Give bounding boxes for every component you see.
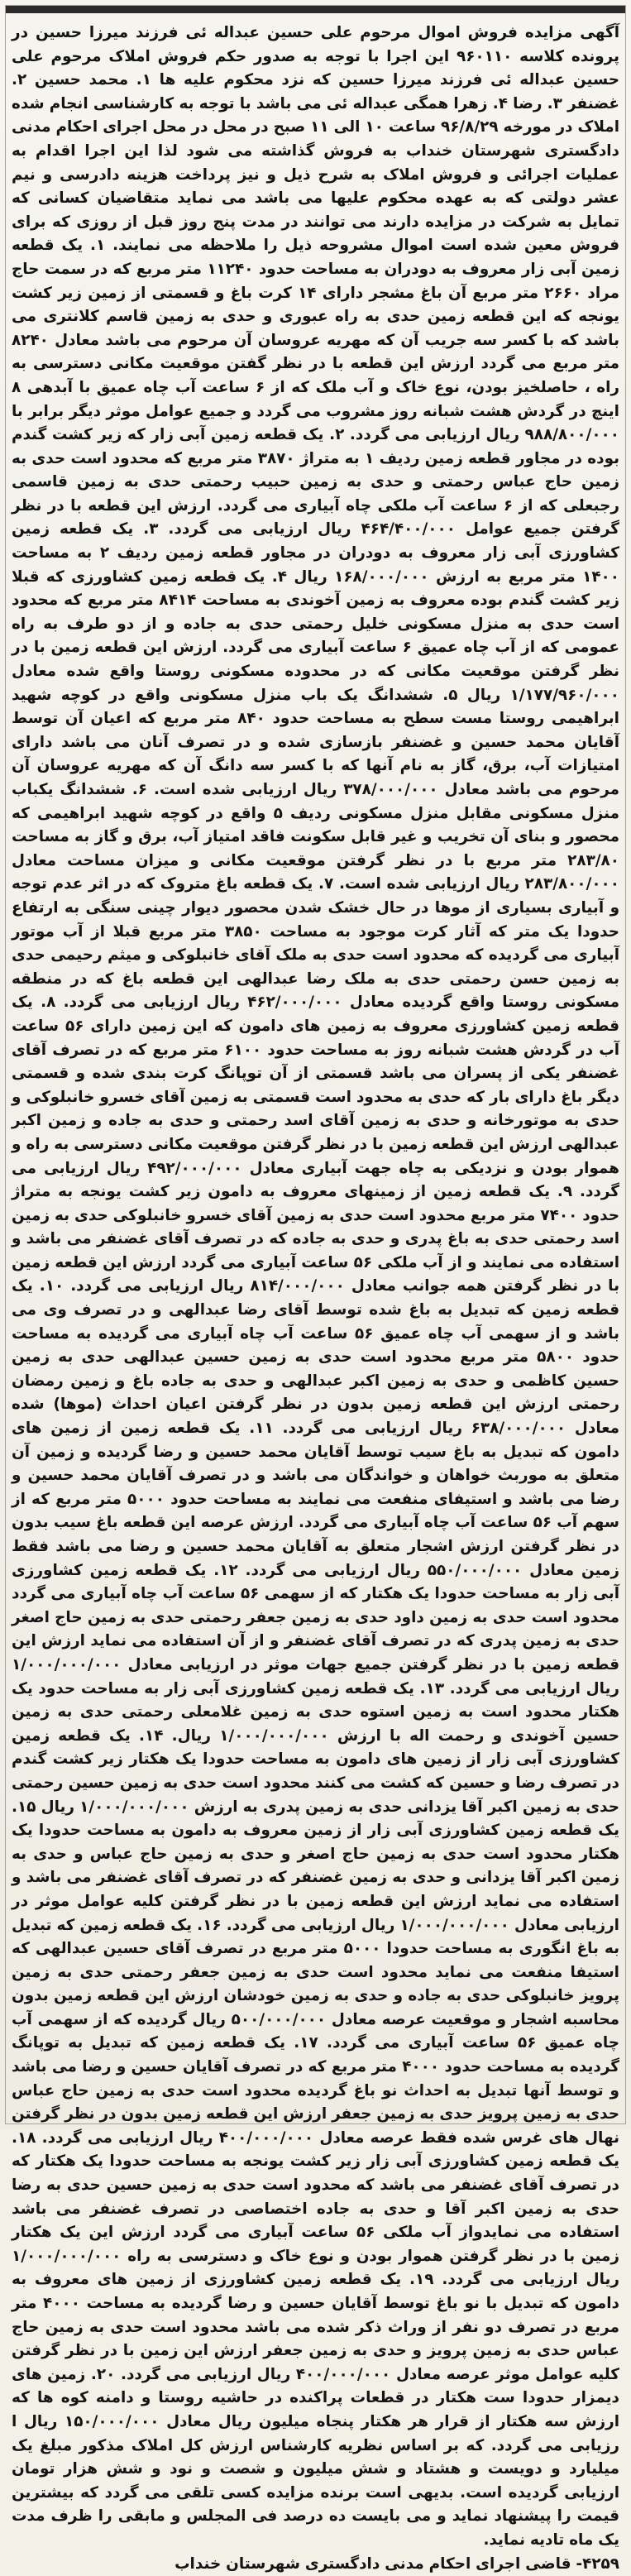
notice-title: آگهی مزایده فروش اموال مرحوم علی حسین عبداله ئی فرزند میرزا حسین	[35, 24, 620, 41]
notice-body: در پرونده کلاسه ۹۶۰۱۱۰ این اجرا با توجه به صدور حکم فروش املاک مرحوم علی حسین عبداله ئی فرزند میرزا حسین که نزد محکوم علیه ها ۱. محمد حسین ۲. غضنفر ۳. رضا ۴. زهرا همگی عبداله ئی می باشد با توجه به کارشناسی انجام شده املاک در مورخه ۹۶/۸/۲۹ ساعت ۱۰ الی ۱۱ صبح در محل در محل اجرای احکام مدنی دادگستری شهرستان خنداب به فروش گذاشته می شود لذا این اجرا اقدام به عملیات اجرائی و فروش املاک به شرح ذیل و نیز پرداخت هزینه دادرسی و نیم عشر دولتی که به عهده محکوم علیها می باشد می نماید متقاضیان کسانی که تمایل به شرکت در مزایده دارند می توانند در مدت پنج روز قبل از روزی که برای فروش معین شده است اموال مشروحه ذیل را ملاحظه می نمایند. ۱. یک قطعه زمین آبی زار معروف به دودران به مساحت حدود ۱۱۲۴۰ متر مربع که در سمت حاج مراد ۲۶۶۰ متر مربع آن باغ مشجر دارای ۱۴ کرت باغ و قسمتی از زمین زیر کشت یونجه که این قطعه زمین حدی به راه عبوری و حدی به زمین قاسم کلانتری می باشد که با کسر سه جریب آن که مهریه عروسان آن مرحوم می باشد معادل ۸۲۴۰ متر مربع می گردد ارزش این قطعه با در نظر گفتن موقعیت مکانی دسترسی به راه ، حاصلخیز بودن، نوع خاک و آب ملک که از ۶ ساعت آب چاه عمیق با آبدهی ۸ اینچ در گردش هشت شبانه روز مشروب می گردد و جمیع عوامل موثر دیگر برابر با ۹۸۸/۸۰۰/۰۰۰ ریال ارزیابی می گردد. ۲. یک قطعه زمین آبی زار که زیر کشت گندم بوده در مجاور قطعه زمین ردیف ۱ به متراژ ۳۸۷۰ متر مربع که محدود است حدی به زمین حاج عباس رحمتی و حدی به زمین حبیب رحمتی حدی به زمین قاسمی رجبعلی که از ۶ ساعت آب ملکی چاه آبیاری می گردد. ارزش این قطعه با در نظر گرفتن جمیع عوامل ۴۶۴/۴۰۰/۰۰۰ ریال ارزیابی می گردد. ۳. یک قطعه زمین کشاورزی آبی زار معروف به دودران در مجاور قطعه زمین ردیف ۲ به مساحت ۱۴۰۰ متر مربع به ارزش ۱۶۸/۰۰۰/۰۰۰ ریال ۴. یک قطعه زمین کشاورزی که قبلا زیر کشت گندم بوده معروف به زمین آخوندی به مساحت ۸۴۱۴ متر مربع که محدود است حدی به منزل مسکونی خلیل رحمتی حدی به جاده و از دو طرف به راه عمومی که از آب چاه عمیق ۶ ساعت آبیاری می گردد. ارزش این قطعه زمین با در نظر گرفتن موقعیت مکانی که در محدوده مسکونی روستا واقع شده معادل ۱/۱۷۷/۹۶۰/۰۰۰ ریال ۵. ششدانگ یک باب منزل مسکونی واقع در کوچه شهید ابراهیمی روستا مست سطح به مساحت حدود ۸۴۰ متر مربع که اعیان آن توسط آقایان محمد حسین و غضنفر بازسازی شده و در تصرف آنان می باشد دارای امتیازات آب، برق، گاز به نام آنها که با کسر سه دانگ آن که مهریه عروسان آن مرحوم می باشد معادل ۳۷۸/۰۰۰/۰۰۰ ریال ارزیابی شده است. ۶. ششدانگ یکباب منزل مسکونی مقابل منزل مسکونی ردیف ۵ واقع در کوچه شهید ابراهیمی که محصور و بنای آن تخریب و غیر قابل سکونت فاقد امتیاز آب، برق و گاز به مساحت ۲۸۳/۸۰ متر مربع با در نظر گرفتن موقعیت مکانی و میزان مساحت معادل ۲۸۳/۸۰۰/۰۰۰ ریال ارزیابی شده است. ۷. یک قطعه باغ متروک که در اثر عدم توجه و آبیاری بسیاری از موها در حال خشک شدن محصور دیوار چینی سنگی به ارتفاع حدودا یک متر که آثار کرت موجود به مساحت ۳۸۵۰ متر مربع قبلا از آب موتور آبیاری می گردیده که محدود است حدی به ملک آقای خانبلوکی و میثم رحیمی حدی به زمین حسن رحمتی حدی به ملک رضا عبدالهی این قطعه باغ که در منطقه مسکونی روستا واقع گردیده معادل ۴۶۲/۰۰۰/۰۰۰ ریال ارزیابی می گردد. ۸. یک قطعه زمین کشاورزی معروف به زمین های دامون که این زمین دارای ۵۶ ساعت آب در گردش هشت شبانه روز به مساحت حدود ۶۱۰۰ متر مربع که در تصرف آقای غضنفر یکی از پسران می باشد قسمتی از آن توپانگ کرت بندی شده و قسمتی دیگر باغ دارای بار که حدی به محدود است قسمتی به زمین آقای خسرو خانبلوکی و حدی به موتورخانه و حدی به زمین آقای اسد رحمتی و حدی به جاده و زمین اکبر عبدالهی ارزش این قطعه زمین با در نظر گرفتن موقعیت مکانی دسترسی به راه و هموار بودن و نزدیکی به چاه جهت آبیاری معادل ۴۹۲/۰۰۰/۰۰۰ ریال ارزیابی می گردد. ۹. یک قطعه زمین از زمینهای معروف به دامون زیر کشت یونجه به متراژ حدود ۷۴۰۰ متر مربع محدود است حدی به زمین آقای خسرو خانبلوکی حدی به زمین اسد رحمتی حدی به باغ پدری و حدی به جاده که در تصرف آقای غضنفر می باشد و استفاده می نمایند و از آب ملکی ۵۶ ساعت آبیاری می گردد ارزش این قطعه زمین با در نظر گرفتن همه جوانب معادل ۸۱۴/۰۰۰/۰۰۰ ریال ارزیابی می گردد. ۱۰. یک قطعه زمین که تبدیل به باغ شده توسط آقای رضا عبدالهی و در تصرف وی می باشد و از سهمی آب چاه عمیق ۵۶ ساعت آب چاه آبیاری می گردیده به مساحت حدود ۵۸۰۰ متر مربع محدود است حدی به زمین حسین عبدالهی حدی به زمین حسین کاظمی و حدی به زمین اکبر عبدالهی و حدی به جاده باغ و زمین رمضان رحمتی ارزش این قطعه زمین بدون در نظر گرفتن اعیان احداث (موها) شده معادل ۶۳۸/۰۰۰/۰۰۰ ریال ارزیابی می گردد. ۱۱. یک قطعه زمین از زمین های دامون که تبدیل به باغ سیب توسط آقایان محمد حسین و رضا گردیده و زمین آن متعلق به موربث خواهان و خواندگان می باشد و در تصرف آقایان محمد حسین و رضا می باشد و استیفای منفعت می نمایند به مساحت حدود ۵۰۰۰ متر مربع که از سهم آب ۵۶ ساعت آب چاه آبیاری می گردد. ارزش عرصه این قطعه باغ سیب بدون در نظر گرفتن ارزش اشجار متعلق به آقایان محمد حسین و رضا می باشد فقط زمین معادل ۵۵۰/۰۰۰/۰۰۰ ریال ارزیابی می گردد. ۱۲. یک قطعه زمین کشاورزی آبی زار به مساحت حدودا یک هکتار که از سهمی ۵۶ ساعت آب چاه آبیاری می گردد محدود است حدی به زمین داود حدی به زمین جعفر رحمتی حدی به زمین حاج اصغر حدی به زمین پدری که در تصرف آقای غضنفر و از آن استفاده می نماید ارزش این قطعه زمین با در نظر گرفتن جمیع جهات موثر در ارزیابی معادل ۱/۰۰۰/۰۰۰/۰۰۰ ریال ارزیابی می گردد. ۱۳. یک قطعه زمین کشاورزی آبی زار به مساحت حدود یک هکتار محدود است به زمین استوه حدی به زمین غلامعلی رحمتی حدی به زمین حسین آخوندی و رحمت اله با ارزش ۱/۰۰۰/۰۰۰/۰۰۰ ریال. ۱۴. یک قطعه زمین کشاورزی آبی زار از زمین های دامون به مساحت حدودا یک هکتار زیر کشت گندم در تصرف رضا و حسین که کشت می کنند محدود است حدی به زمین حسین رحمتی حدی به زمین اکبر آقا یزدانی حدی به زمین پدری به ارزش ۱/۰۰۰/۰۰۰/۰۰۰ ریال ۱۵. یک قطعه زمین کشاورزی آبی زار از زمین معروف به دامون به مساحت حدودا یک هکتار محدود است حدی به زمین حاج اصغر و حدی به زمین حاج عباس و حدی به زمین اکبر آقا یزدانی و حدی به زمین غضنفر که در تصرف آقای غضنفر می باشد و استفاده می نماید ارزش این قطعه زمین با در نظر گرفتن کلیه عوامل موثر در ارزیابی معادل ۱/۰۰۰/۰۰۰/۰۰۰ ریال ارزیابی می گردد. ۱۶. یک قطعه زمین که تبدیل به باغ انگوری به مساحت حدودا ۵۰۰۰ متر مربع در تصرف آقای حسین عبدالهی که استیفا منفعت می نماید محدود است حدی به زمین جعفر رحمتی حدی به زمین پرویز خانبلوکی حدی به جاده و حدی به زمین خودشان ارزش این قطعه زمین بدون محاسبه اشجار و موقعیت عرصه معادل ۵۰۰/۰۰۰/۰۰۰ ریال گردیده که از سهمی آب چاه عمیق ۵۶ ساعت آبیاری می گردد. ۱۷. یک قطعه زمین که تبدیل به توپانگ گردیده به مساحت حدود ۴۰۰۰ متر مربع که در تصرف آقایان حسین و رضا می باشد و توسط آنها تبدیل به احداث نو باغ گردیده محدود است حدی به زمین حاج عباس حدی به زمین پرویز حدی به زمین جعفر ارزش این قطعه زمین بدون در نظر گرفتن نهال های غرس شده فقط عرصه معادل ۴۰۰/۰۰۰/۰۰۰ ریال ارزیابی می گردد. ۱۸. یک قطعه زمین کشاورزی آبی زار زیر کشت یونجه به مساحت حدودا یک هکتار که در تصرف آقای غضنفر می باشد که محدود است حدی به زمین حسین حدی به رضا حدی به زمین اکبر آقا و حدی به جاده اختصاصی در تصرف غضنفر می باشد استفاده می نمایدواز آب ملکی ۵۶ ساعت آبیاری می گردد ارزش این یک هکتار زمین با در نظر گرفتن هموار بودن و نوع خاک و دسترسی به راه ۱/۰۰۰/۰۰۰/۰۰۰ ریال ارزیابی می گردد. ۱۹. یک قطعه زمین کشاورزی از زمین های معروف به دامون که تبدیل با نو باغ توسط آقایان حسین و رضا گردیده به مساحت ۴۰۰۰ متر مربع در تصرف دو نفر از وراث ذکر شده می باشد محدود است حدی به زمین حاج عباس حدی به زمین پرویز و حدی به زمین جعفر ارزش این زمین با در نظر گرفتن کلیه عوامل موثر عرصه معادل ۴۰۰/۰۰۰/۰۰۰ ریال ارزیابی می گردد. ۲۰. زمین های دیمزار حدودا ست هکتار در قطعات پراکنده در حاشیه روستا و دامنه کوه ها که ارزش سه هکتار از قرار هر هکتار پنجاه میلیون ریال معادل ۱۵۰/۰۰۰/۰۰۰ ریال ا رزیابی می گردد. که بر اساس نظریه کارشناس ارزش کل املاک مذکور مبلغ یک میلیارد و دویست و هشتاد و شش میلیون و شصت و نود و شش هزار تومان ارزیابی گردیده است. بدیهی است برنده مزایده کسی تلقی می گردد که بیشترین قیمت را پیشنهاد نماید و می بایست ده درصد فی المجلس و مابقی را ظرف مدت یک ماه تادیه نماید.	[12, 24, 620, 2549]
notice-paragraph	[12, 22, 619, 2553]
auction-notice	[12, 8, 619, 2576]
notice-footer: ۴۲۵۹- قاضی اجرای احکام مدنی دادگستری شهرستان خنداب	[174, 2554, 619, 2573]
